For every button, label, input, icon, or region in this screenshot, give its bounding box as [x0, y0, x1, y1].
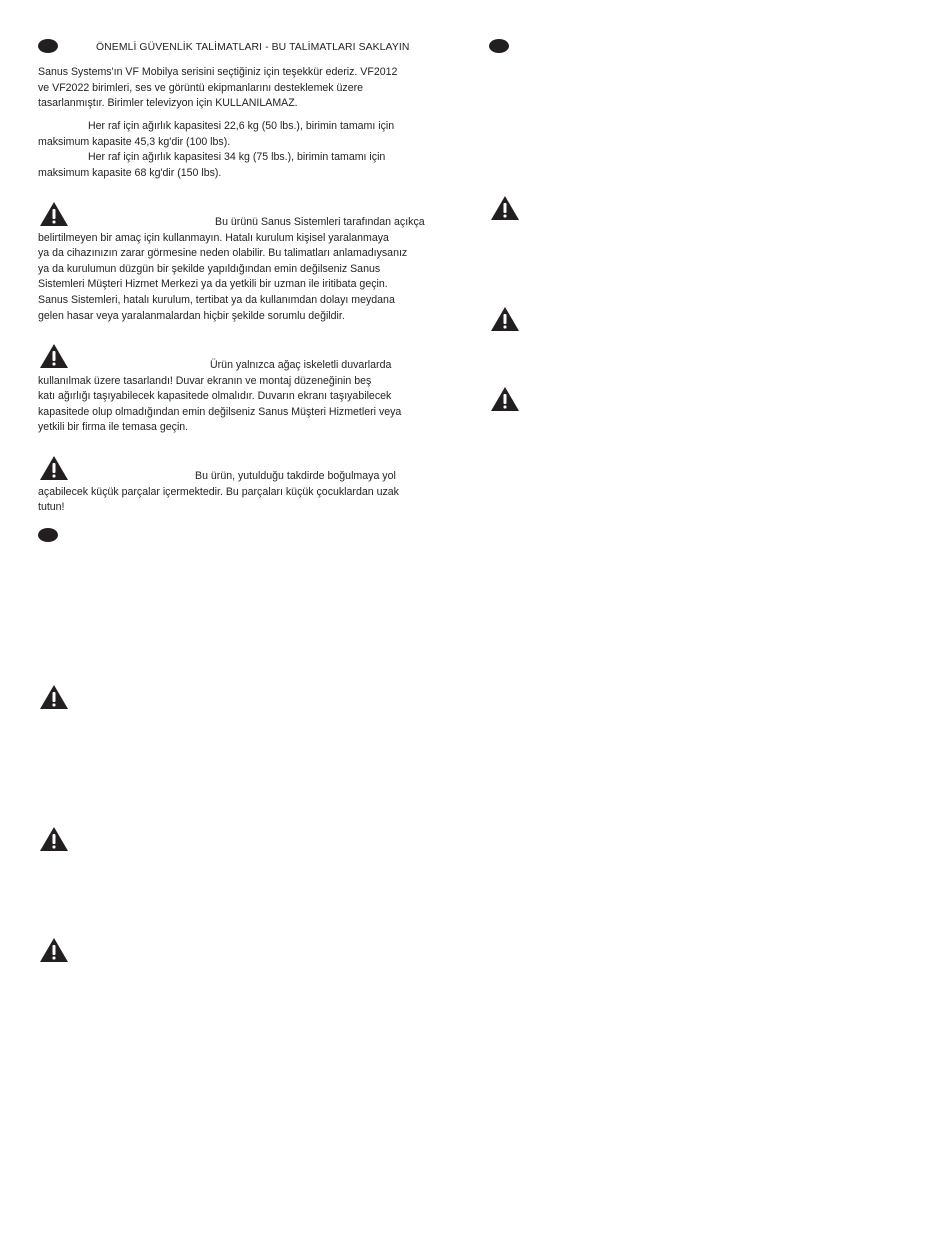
intro-line: Sanus Systems'ın VF Mobilya serisini seçtiğiniz için teşekkür ederiz. VF2012	[38, 66, 398, 78]
warning-line: katı ağırlığı taşıyabilecek kapasitede olmalıdır. Duvarın ekranı taşıyabilecek	[38, 390, 392, 403]
intro-line: tasarlanmıştır. Birimler televizyon için KULLANILAMAZ.	[38, 97, 298, 110]
warning-paragraph-2	[38, 358, 458, 436]
warning-triangle-icon	[490, 306, 520, 332]
language-badge-icon	[38, 39, 58, 53]
warning-triangle-icon	[39, 826, 69, 852]
warning-line: ya da cihazınızın zarar görmesine neden olabilir. Bu talimatları anlamadıysanız	[38, 247, 408, 260]
intro-line: ve VF2022 birimleri, ses ve görüntü ekipmanlarını desteklemek üzere	[38, 81, 364, 94]
warning-line: belirtilmeyen bir amaç için kullanmayın. Hatalı kurulum kişisel yaralanmaya	[38, 231, 389, 244]
warning-line: yetkili bir firma ile temasa geçin.	[38, 421, 189, 434]
warning-line: Bu ürün, yutulduğu takdirde boğulmaya yol	[195, 470, 396, 482]
warning-triangle-icon	[490, 386, 520, 412]
warning-triangle-icon	[39, 937, 69, 963]
capacity-paragraph	[38, 119, 458, 181]
warning-line: tutun!	[38, 501, 65, 514]
warning-paragraph-1	[38, 215, 458, 324]
language-badge-icon	[489, 39, 509, 53]
warning-line: Bu ürünü Sanus Sistemleri tarafından açıkça	[215, 216, 425, 228]
warning-line: gelen hasar veya yaralanmalardan hiçbir şekilde sorumlu değildir.	[38, 309, 345, 322]
page-title: ÖNEMLİ GÜVENLİK TALİMATLARI - BU TALİMATLARI SAKLAYIN	[96, 42, 410, 53]
warning-line: kapasitede olup olmadığından emin değilseniz Sanus Müşteri Hizmetleri veya	[38, 405, 402, 418]
language-badge-icon	[38, 528, 58, 542]
intro-paragraph	[38, 65, 458, 112]
warning-line: Sanus Sistemleri, hatalı kurulum, tertibat ya da kullanımdan dolayı meydana	[38, 293, 395, 306]
warning-paragraph-3	[38, 469, 458, 516]
capacity-line: maksimum kapasite 68 kg'dir (150 lbs).	[38, 166, 222, 179]
capacity-line: maksimum kapasite 45,3 kg'dir (100 lbs).	[38, 135, 231, 148]
warning-triangle-icon	[39, 684, 69, 710]
warning-triangle-icon	[490, 195, 520, 221]
warning-line: ya da kurulumun düzgün bir şekilde yapıldığından emin değilseniz Sanus	[38, 262, 381, 275]
warning-line: açabilecek küçük parçalar içermektedir. Bu parçaları küçük çocuklardan uzak	[38, 485, 399, 498]
warning-line: Ürün yalnızca ağaç iskeletli duvarlarda	[210, 359, 392, 371]
capacity-line: Her raf için ağırlık kapasitesi 34 kg (75 lbs.), birimin tamamı için	[88, 151, 386, 164]
warning-line: Sistemleri Müşteri Hizmet Merkezi ya da yetkili bir uzman ile iritibata geçin.	[38, 278, 388, 291]
warning-line: kullanılmak üzere tasarlandı! Duvar ekranın ve montaj düzeneğinin beş	[38, 374, 372, 387]
capacity-line: Her raf için ağırlık kapasitesi 22,6 kg (50 lbs.), birimin tamamı için	[88, 120, 395, 132]
